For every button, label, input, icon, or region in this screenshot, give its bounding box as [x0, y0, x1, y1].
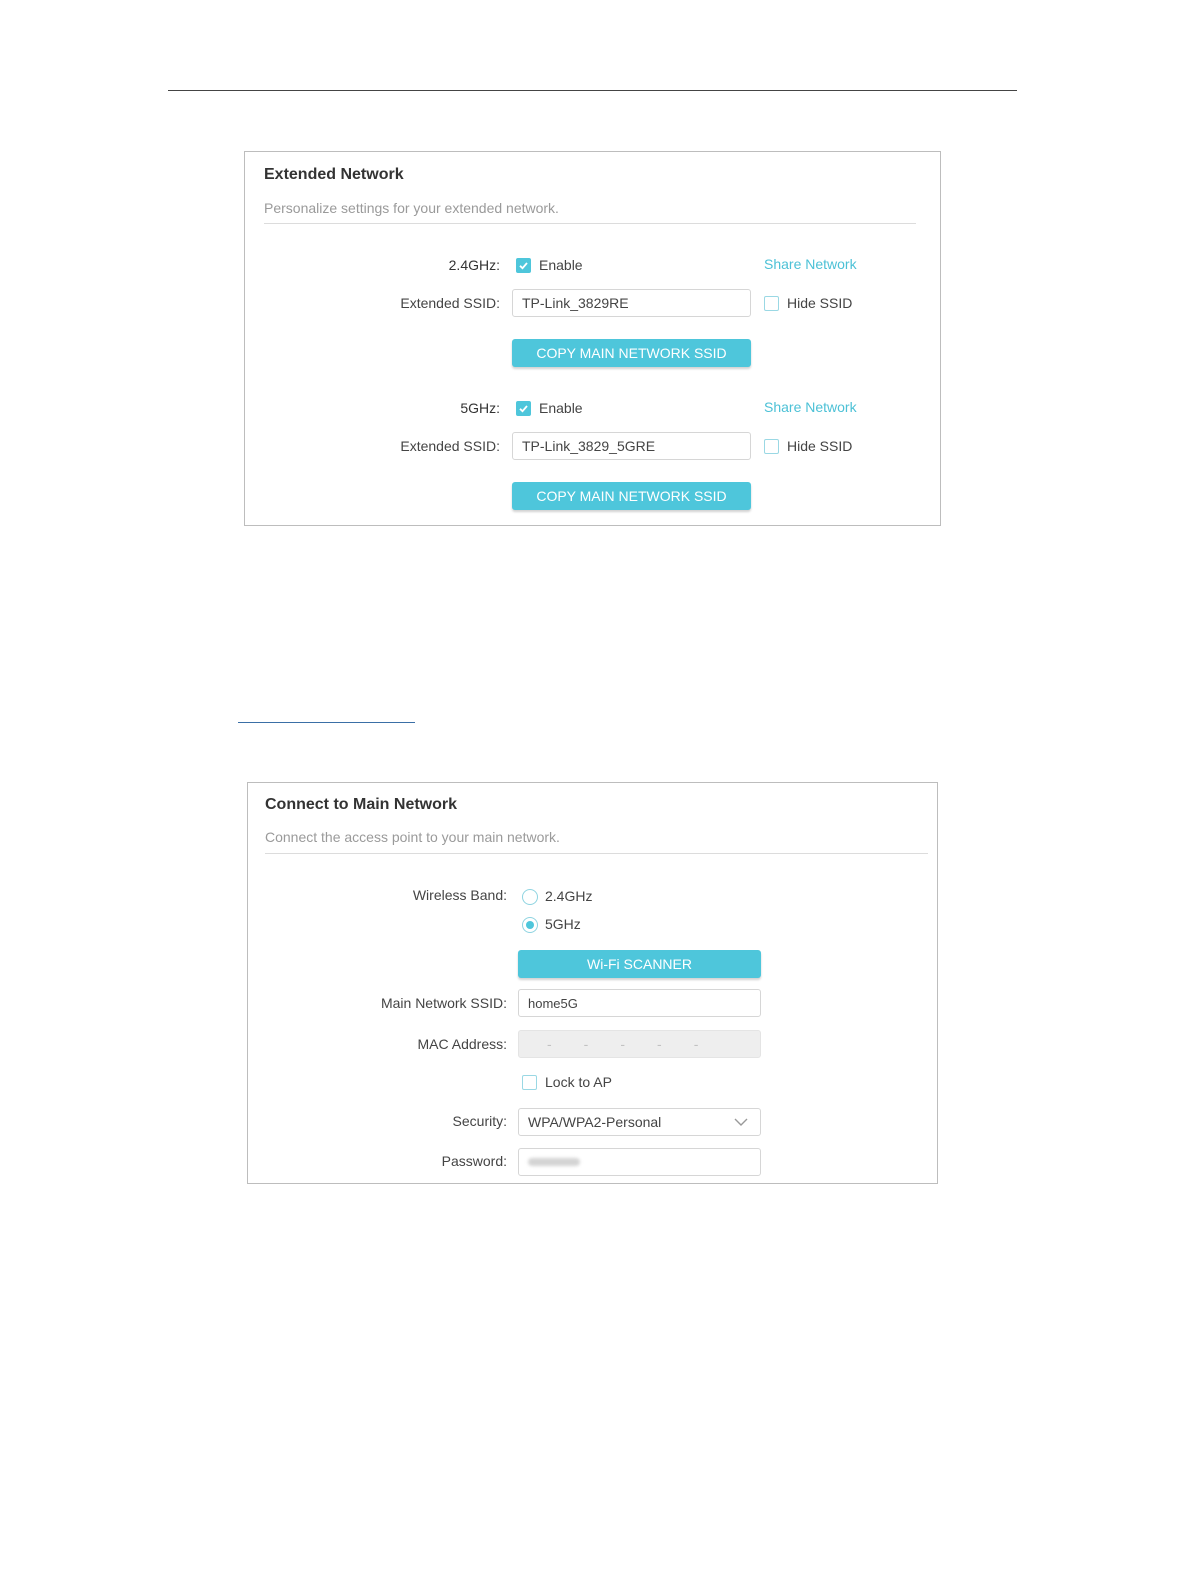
- band-5-radio[interactable]: [522, 917, 538, 933]
- band-24-label: 2.4GHz:: [448, 257, 500, 273]
- lock-to-ap-label: Lock to AP: [545, 1074, 612, 1090]
- security-value: WPA/WPA2-Personal: [528, 1114, 662, 1130]
- wifi-scanner-button[interactable]: Wi-Fi SCANNER: [518, 950, 761, 978]
- mac-dash: -: [620, 1036, 626, 1052]
- panel-subtitle: Connect the access point to your main network.: [265, 829, 560, 845]
- enable-5-checkbox[interactable]: [516, 401, 531, 416]
- section-link-underline: [238, 722, 415, 723]
- panel-divider: [264, 223, 916, 224]
- extended-network-panel: [244, 151, 941, 526]
- mac-dash: -: [583, 1036, 589, 1052]
- chevron-down-icon: [734, 1117, 748, 1127]
- mac-dash: -: [657, 1036, 662, 1052]
- enable-24-checkbox[interactable]: [516, 258, 531, 273]
- page-header-rule: [168, 90, 1017, 91]
- mac-dash: -: [693, 1036, 699, 1052]
- mac-dash: -: [547, 1036, 552, 1052]
- ssid-5-input[interactable]: TP-Link_3829_5GRE: [512, 432, 751, 460]
- panel-title: Connect to Main Network: [265, 796, 458, 813]
- panel-divider: [265, 853, 928, 854]
- ssid-24-label: Extended SSID:: [400, 295, 500, 311]
- ssid-24-input[interactable]: TP-Link_3829RE: [512, 289, 751, 317]
- band-5-label: 5GHz:: [460, 400, 500, 416]
- security-label: Security:: [452, 1113, 507, 1129]
- lock-to-ap-checkbox[interactable]: [522, 1075, 537, 1090]
- ssid-5-label: Extended SSID:: [400, 438, 500, 454]
- connect-main-network-panel: [247, 782, 938, 1184]
- enable-5-label: Enable: [539, 400, 583, 416]
- password-input[interactable]: [518, 1148, 761, 1176]
- band-24-radio[interactable]: [522, 889, 538, 905]
- panel-subtitle: Personalize settings for your extended network.: [264, 200, 559, 216]
- hide-ssid-24-label: Hide SSID: [787, 295, 853, 311]
- main-ssid-label: Main Network SSID:: [380, 995, 507, 1011]
- band-24-option: 2.4GHz: [545, 888, 593, 904]
- panel-title: Extended Network: [264, 166, 404, 183]
- band-5-option: 5GHz: [545, 916, 581, 932]
- copy-main-ssid-5-button[interactable]: COPY MAIN NETWORK SSID: [512, 482, 751, 510]
- share-network-24-link[interactable]: Share Network: [764, 256, 857, 272]
- checkmark-icon: [518, 260, 529, 271]
- password-label: Password:: [441, 1153, 507, 1169]
- checkmark-icon: [518, 403, 529, 414]
- copy-main-ssid-24-button[interactable]: COPY MAIN NETWORK SSID: [512, 339, 751, 367]
- hide-ssid-24-checkbox[interactable]: [764, 296, 779, 311]
- hide-ssid-5-checkbox[interactable]: [764, 439, 779, 454]
- mac-address-input: [518, 1030, 761, 1058]
- main-ssid-input[interactable]: home5G: [518, 989, 761, 1017]
- wireless-band-label: Wireless Band:: [412, 887, 507, 903]
- security-select[interactable]: [518, 1108, 761, 1136]
- share-network-5-link[interactable]: Share Network: [764, 399, 857, 415]
- enable-24-label: Enable: [539, 257, 583, 273]
- mac-address-label: MAC Address:: [417, 1036, 507, 1052]
- hide-ssid-5-label: Hide SSID: [787, 438, 853, 454]
- masked-password: [528, 1158, 580, 1166]
